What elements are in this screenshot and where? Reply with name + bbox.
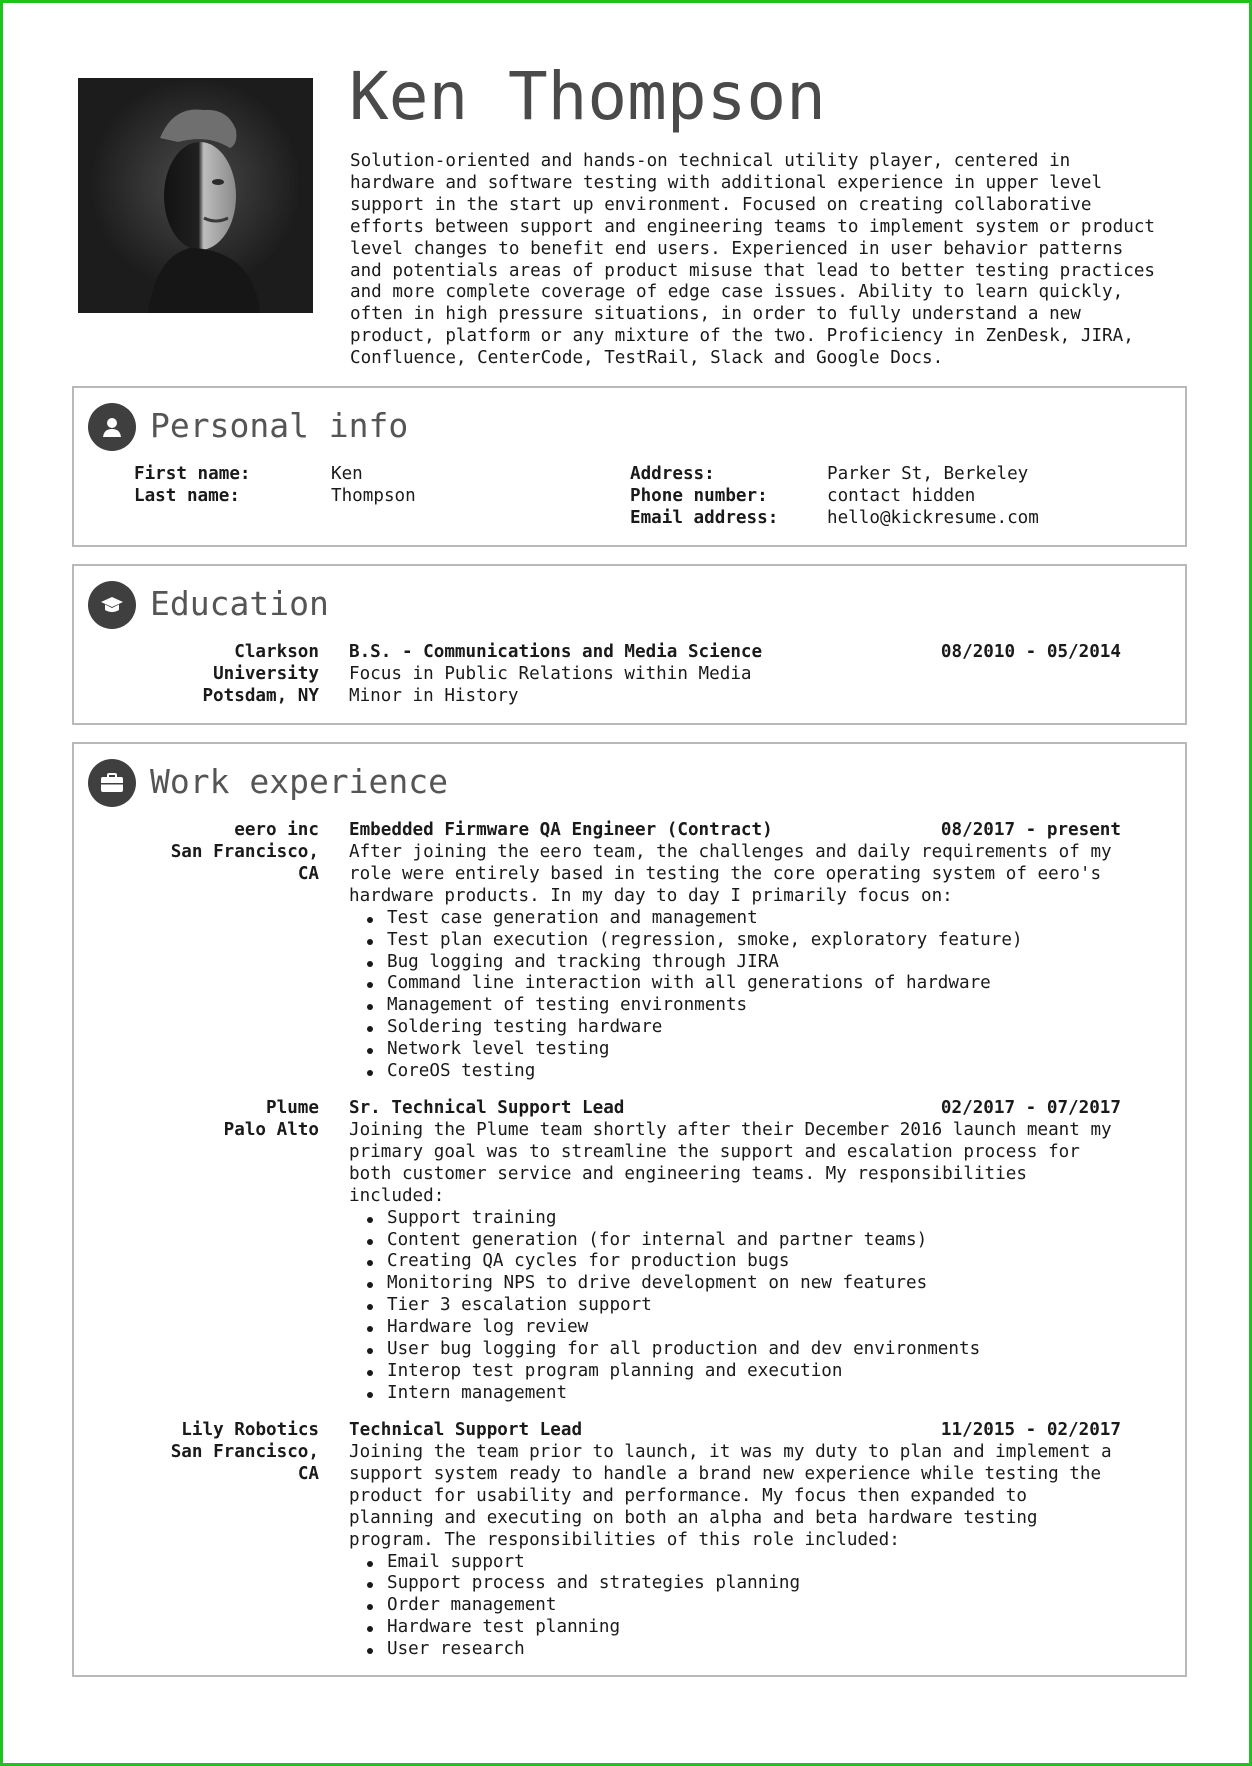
graduation-cap-icon [88, 581, 136, 629]
job-intro: After joining the eero team, the challenges and daily requirements of my role were entirely based in testing the core operating system of eero's hardware products. In my day to day I primarily focus on: [349, 842, 1112, 906]
work-experience-section [72, 742, 1187, 1677]
job-bullets [349, 1552, 1119, 1662]
list-item: Content generation (for internal and partner teams) [387, 1230, 1119, 1252]
job-description [349, 1442, 1119, 1661]
education-line: Minor in History [349, 685, 519, 706]
school-name: Clarkson University Potsdam, NY [202, 642, 319, 706]
company-name: Plume Palo Alto [223, 1098, 319, 1140]
job-dates: 08/2017 - present [940, 820, 1121, 840]
candidate-name: Ken Thompson [349, 58, 826, 135]
list-item: Test case generation and management [387, 908, 1119, 930]
briefcase-icon [88, 759, 136, 807]
list-item: Order management [387, 1595, 1119, 1617]
list-item: Hardware log review [387, 1317, 1119, 1339]
job-dates: 02/2017 - 07/2017 [940, 1098, 1121, 1118]
list-item: Tier 3 escalation support [387, 1295, 1119, 1317]
section-title: Work experience [150, 762, 449, 801]
summary-text: Solution-oriented and hands-on technical utility player, centered in hardware and software testing with additional experience in upper level support in the start up environment. Focused on creating collaborative efforts between support and engineering teams to implement system or product level changes to benefit end users. Experienced in user behavior patterns and potentials areas of product misuse that lead to better testing practices and more complete coverage of edge case issues. Ability to learn quickly, often in high pressure situations, in order to fully understand a new product, platform or any mixture of the two. Proficiency in ZenDesk, JIRA, Confluence, CenterCode, TestRail, Slack and Google Docs. [350, 151, 1156, 369]
last-name-label: Last name: [134, 486, 240, 506]
section-title: Education [150, 584, 329, 623]
job-title: Embedded Firmware QA Engineer (Contract) [349, 820, 773, 840]
list-item: Network level testing [387, 1039, 1119, 1061]
education-details [349, 664, 1119, 708]
job-intro: Joining the team prior to launch, it was my duty to plan and implement a support system ready to handle a brand new experience while testing the product for usability and performance. My focus then expanded to planning and executing on both an alpha and beta hardware testing program. The responsibilities of this role included: [349, 1442, 1112, 1550]
list-item: Interop test program planning and execution [387, 1361, 1119, 1383]
list-item: Intern management [387, 1383, 1119, 1405]
job-title: Sr. Technical Support Lead [349, 1098, 625, 1118]
first-name-label: First name: [134, 464, 251, 484]
first-name-value: Ken [331, 464, 363, 484]
section-title: Personal info [150, 406, 409, 445]
list-item: User research [387, 1639, 1119, 1661]
education-section [72, 564, 1187, 725]
email-label: Email address: [630, 508, 779, 528]
list-item: Hardware test planning [387, 1617, 1119, 1639]
education-line: Focus in Public Relations within Media [349, 664, 752, 684]
job-title: Technical Support Lead [349, 1420, 583, 1440]
job-dates: 11/2015 - 02/2017 [940, 1420, 1121, 1440]
education-dates: 08/2010 - 05/2014 [940, 642, 1121, 662]
profile-photo [78, 78, 313, 313]
job-bullets [349, 1208, 1119, 1405]
list-item: Command line interaction with all generations of hardware [387, 973, 1119, 995]
list-item: User bug logging for all production and dev environments [387, 1339, 1119, 1361]
job-description [349, 1120, 1119, 1405]
list-item: Test plan execution (regression, smoke, exploratory feature) [387, 930, 1119, 952]
last-name-value: Thompson [331, 486, 416, 506]
list-item: Support training [387, 1208, 1119, 1230]
email-value: hello@kickresume.com [827, 508, 1039, 528]
list-item: Monitoring NPS to drive development on new features [387, 1273, 1119, 1295]
phone-value: contact hidden [827, 486, 976, 506]
address-value: Parker St, Berkeley [827, 464, 1029, 484]
job-description [349, 842, 1119, 1083]
list-item: Management of testing environments [387, 995, 1119, 1017]
list-item: CoreOS testing [387, 1061, 1119, 1083]
list-item: Support process and strategies planning [387, 1573, 1119, 1595]
job-intro: Joining the Plume team shortly after their December 2016 launch meant my primary goal was to streamline the support and escalation process for both customer service and engineering teams. My responsibilities included: [349, 1120, 1112, 1206]
personal-info-section [72, 386, 1187, 547]
user-icon [88, 403, 136, 451]
address-label: Address: [630, 464, 715, 484]
phone-label: Phone number: [630, 486, 768, 506]
degree-title: B.S. - Communications and Media Science [349, 642, 763, 662]
job-bullets [349, 908, 1119, 1083]
list-item: Email support [387, 1552, 1119, 1574]
company-name: Lily Robotics San Francisco, CA [170, 1420, 319, 1484]
list-item: Creating QA cycles for production bugs [387, 1251, 1119, 1273]
list-item: Soldering testing hardware [387, 1017, 1119, 1039]
list-item: Bug logging and tracking through JIRA [387, 952, 1119, 974]
company-name: eero inc San Francisco, CA [170, 820, 319, 884]
